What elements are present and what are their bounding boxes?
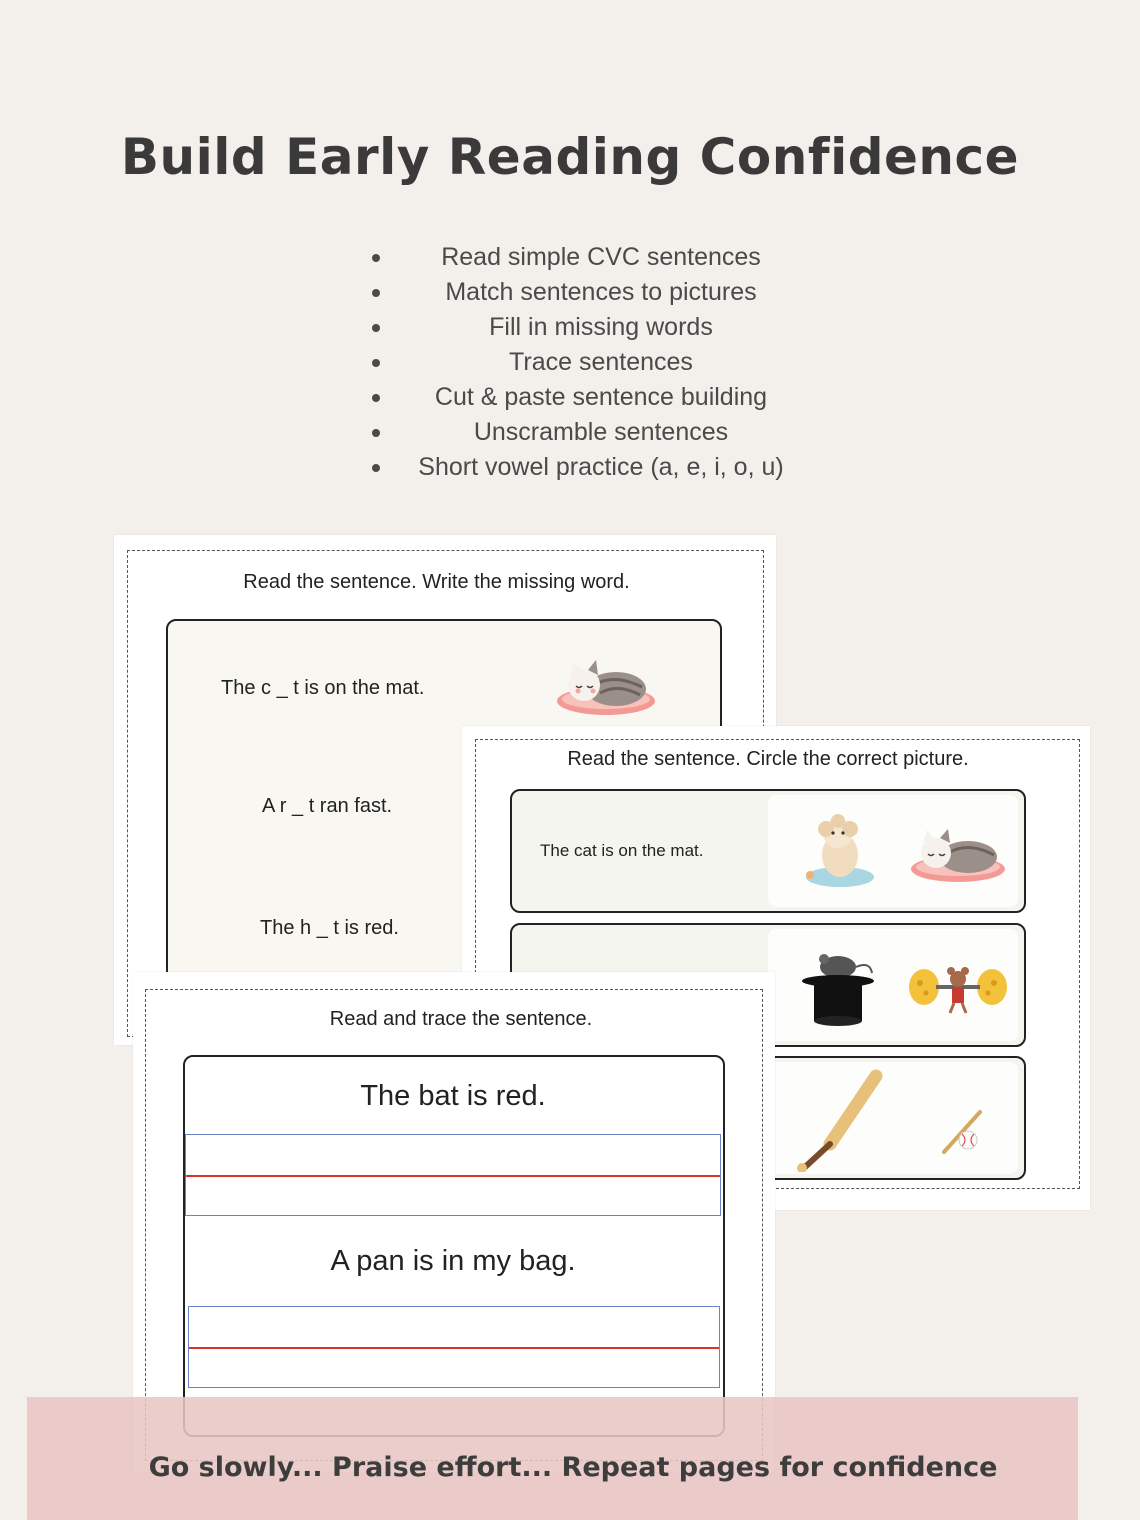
- feature-list: [360, 240, 820, 485]
- picture-panel: [768, 929, 1018, 1041]
- feature-item: Match sentences to pictures: [360, 275, 820, 310]
- feature-item: Trace sentences: [360, 345, 820, 380]
- cat-on-mat-icon: [554, 657, 658, 717]
- tracing-midline: [186, 1175, 720, 1177]
- picture-row: [510, 789, 1026, 913]
- baseball-bat-icon: [786, 1068, 886, 1172]
- cat-on-mat-icon: [908, 825, 1008, 885]
- rat-on-hat-icon: [798, 945, 878, 1029]
- sentence-line: The cat is on the mat.: [540, 841, 704, 860]
- tracing-midline: [189, 1347, 719, 1349]
- tracing-lines[interactable]: [185, 1134, 721, 1216]
- feature-item: Cut & paste sentence building: [360, 380, 820, 415]
- tip-banner-text: Go slowly... Praise effort... Repeat pages for confidence: [148, 1452, 998, 1483]
- mouse-lifting-cheese-icon: [908, 959, 1008, 1019]
- picture-panel: [768, 1062, 1018, 1174]
- feature-item: Read simple CVC sentences: [360, 240, 820, 275]
- trace-sentence: The bat is red.: [360, 1080, 546, 1112]
- sentence-line: A r _ t ran fast.: [262, 795, 393, 817]
- feature-item: Unscramble sentences: [360, 415, 820, 450]
- worksheet-instruction: Read and trace the sentence.: [329, 1008, 593, 1030]
- sentence-line: The c _ t is on the mat.: [221, 677, 425, 699]
- trace-sentence: A pan is in my bag.: [330, 1245, 576, 1277]
- worksheet-instruction: Read the sentence. Circle the correct picture.: [567, 748, 969, 770]
- tracing-lines[interactable]: [188, 1306, 720, 1388]
- feature-item: Short vowel practice (a, e, i, o, u): [360, 450, 820, 485]
- sentence-line: The h _ t is red.: [260, 917, 399, 939]
- picture-panel: [768, 795, 1018, 907]
- feature-item: Fill in missing words: [360, 310, 820, 345]
- small-bat-and-ball-icon: [934, 1106, 994, 1162]
- page-title: Build Early Reading Confidence: [120, 128, 1020, 186]
- dog-on-cushion-icon: [798, 813, 878, 893]
- worksheet-instruction: Read the sentence. Write the missing word.: [243, 571, 630, 593]
